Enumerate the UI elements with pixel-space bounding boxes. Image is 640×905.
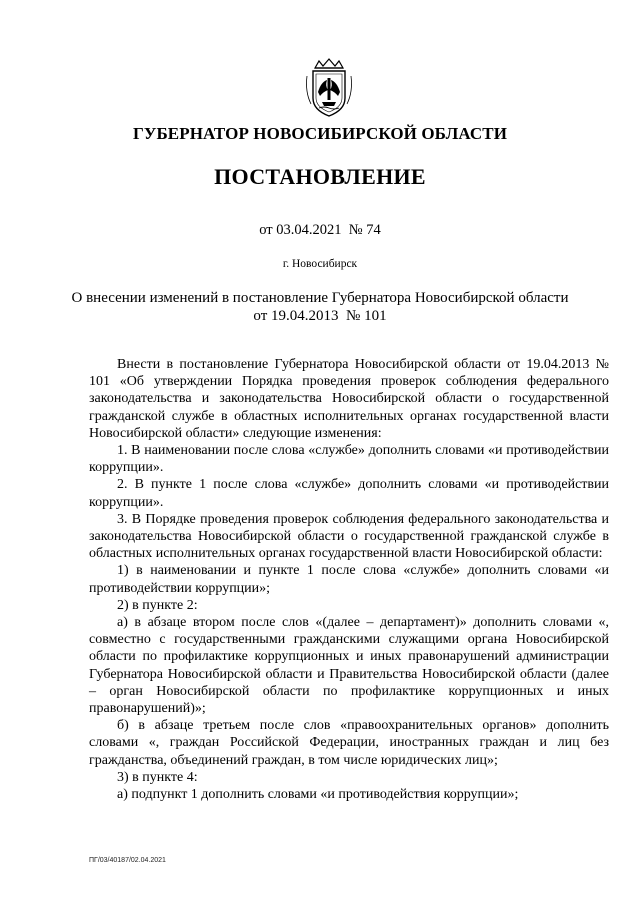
document-city: г. Новосибирск [282,258,358,270]
document-date-number: от 03.04.2021 № 74 [259,222,381,238]
paragraph-subitem-3-2-a: а) в абзаце втором после слов «(далее – департамент)» дополнить словами «, совместно с государственными гражданскими служащими органа Новосибирской области по профилактике коррупционных и иных правонарушений администрации Губернатора Новосибирской области и Правительства Новосибирской области (далее – орган Новосибирской области по профилактике коррупционных и иных правонарушений)»; [89,615,609,717]
governor-title: ГУБЕРНАТОР НОВОСИБИРСКОЙ ОБЛАСТИ [132,124,508,143]
document-code: ПГ/03/40187/02.04.2021 [89,857,166,864]
paragraph-subitem-3-3-a: а) подпункт 1 дополнить словами «и противодействия коррупции»; [117,787,519,803]
document-type: ПОСТАНОВЛЕНИЕ [214,164,426,189]
document-body [89,356,609,803]
paragraph-item-3: 3. В Порядке проведения проверок соблюдения федерального законодательства и законодательства Новосибирской области о государственной гражданской службе в областных исполнительных органах государственной власти Новосибирской области: [89,511,609,562]
paragraph-subitem-3-3: 3) в пункте 4: [117,769,198,785]
paragraph-item-2: 2. В пункте 1 после слова «службе» дополнить словами «и противодействии коррупции». [89,477,609,510]
paragraph-subitem-3-1: 1) в наименовании и пункте 1 после слова «службе» дополнить словами «и противодействии коррупции»; [89,563,609,596]
paragraph-item-1: 1. В наименовании после слова «службе» дополнить словами «и противодействии коррупции». [89,443,609,476]
coat-of-arms-icon [301,58,357,120]
subject-line-2: от 19.04.2013 № 101 [253,308,387,324]
paragraph-subitem-3-2-b: б) в абзаце третьем после слов «правоохранительных органов» дополнить словами «, граждан Российской Федерации, иностранных граждан и лиц без гражданства, объединений граждан, в том числе юридических лиц»; [89,718,609,768]
paragraph-subitem-3-2: 2) в пункте 2: [117,597,198,613]
document-subject [60,289,580,325]
paragraph-intro: Внести в постановление Губернатора Новосибирской области от 19.04.2013 № 101 «Об утверждении Порядка проведения проверок соблюдения федерального законодательства и законодательства Новосибирской области о государственной гражданской службе в областных исполнительных органах государственной власти Новосибирской области» следующие изменения: [89,357,609,441]
subject-line-1: О внесении изменений в постановление Губернатора Новосибирской области [71,290,569,306]
